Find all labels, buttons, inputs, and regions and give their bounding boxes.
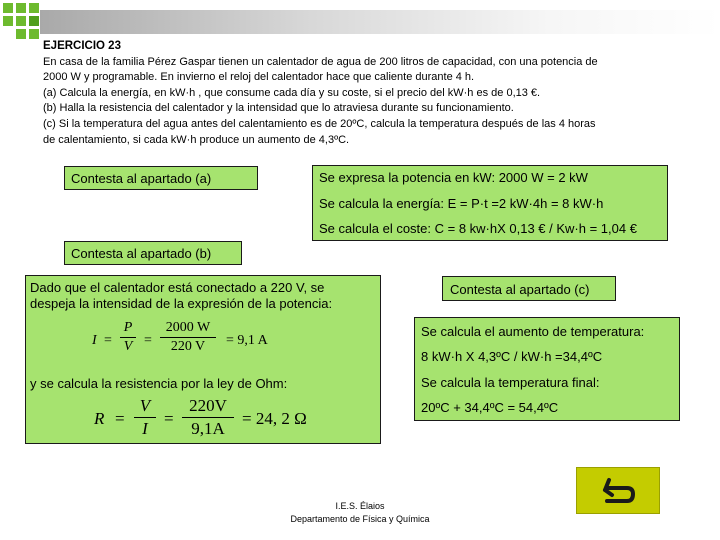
part-b-intro-line: Dado que el calentador está conectado a 220 V, se [30,280,325,295]
part-b-answer-box [25,275,381,444]
formula-result: = 9,1 A [226,333,268,348]
intensity-formula: I = P V = 2000 W 220 V = 9,1 A [92,320,268,354]
part-a-label-box[interactable] [64,166,258,190]
footer [270,500,450,526]
statement-line: de calentamiento, si cada kW·h produce un aumento de 4,3ºC. [43,133,350,146]
part-c-answer-box [414,317,680,421]
statement-line: (c) Si la temperatura del agua antes del calentamiento es de 20ºC, calcula la temperatura después de las 4 horas [43,117,596,130]
formula-symbol: I [92,333,97,348]
part-c-label-box[interactable] [442,276,616,301]
department-name: Departamento de Física y Química [290,514,430,524]
formula-numerator: P [123,320,133,335]
statement-line: En casa de la familia Pérez Gaspar tienen un calentador de agua de 200 litros de capacidad, con una potencia de [43,55,598,68]
problem-statement [43,39,683,148]
formula-equals: = [104,333,112,348]
formula-numerator: 220V [189,396,227,415]
statement-line: 2000 W y programable. En invierno el reloj del calentador hace que caliente durante 4 h. [43,71,475,84]
return-arrow-icon [577,468,661,515]
statement-line: (a) Calcula la energía, en kW·h , que consume cada día y su coste, si el precio del kW·h es de 0,13 €. [43,86,541,99]
formula-result: = 24, 2 Ω [242,409,307,428]
part-b-intro-line: despeja la intensidad de la expresión de la potencia: [30,296,333,311]
part-c-answer-line: Se calcula el aumento de temperatura: [421,324,645,339]
corner-decoration [0,0,44,44]
formula-numerator: V [139,396,151,415]
exercise-title: EJERCICIO 23 [43,40,121,52]
part-b-label-box[interactable] [64,241,242,265]
part-a-answer-box [312,165,668,241]
part-c-answer-line: 8 kW·h X 4,3ºC / kW·h =34,4ºC [421,349,603,364]
formula-symbol: R [94,409,105,428]
statement-line: (b) Halla la resistencia del calentador y la intensidad que lo atraviesa durante su funcionamiento. [43,102,514,115]
formula-denominator: 220 V [170,339,206,354]
return-button[interactable] [576,467,660,514]
part-c-answer-line: 20ºC + 34,4ºC = 54,4ºC [421,400,559,415]
part-b-label: Contesta al apartado (b) [71,246,212,261]
part-a-answer-line: Se expresa la potencia en kW: 2000 W = 2 kW [319,170,588,185]
part-a-answer-line: Se calcula la energía: E = P·t =2 kW·4h = 8 kW·h [319,196,604,211]
formula-numerator: 2000 W [165,320,211,335]
resistance-formula: R = V I = 220V 9,1A = 24, 2 Ω [94,396,307,438]
formula-denominator: I [142,419,148,438]
header-bar [40,10,720,34]
part-c-answer-line: Se calcula la temperatura final: [421,375,600,390]
part-a-label: Contesta al apartado (a) [71,171,212,186]
part-c-label: Contesta al apartado (c) [450,282,590,297]
formula-equals: = [115,409,125,428]
part-a-answer-line: Se calcula el coste: C = 8 kw·hX 0,13 € / Kw·h = 1,04 € [319,221,637,236]
formula-denominator: V [123,339,133,354]
school-name: I.E.S. Élaios [335,501,385,511]
formula-denominator: 9,1A [191,419,225,438]
part-b-ohm-line: y se calcula la resistencia por la ley de Ohm: [30,376,288,391]
